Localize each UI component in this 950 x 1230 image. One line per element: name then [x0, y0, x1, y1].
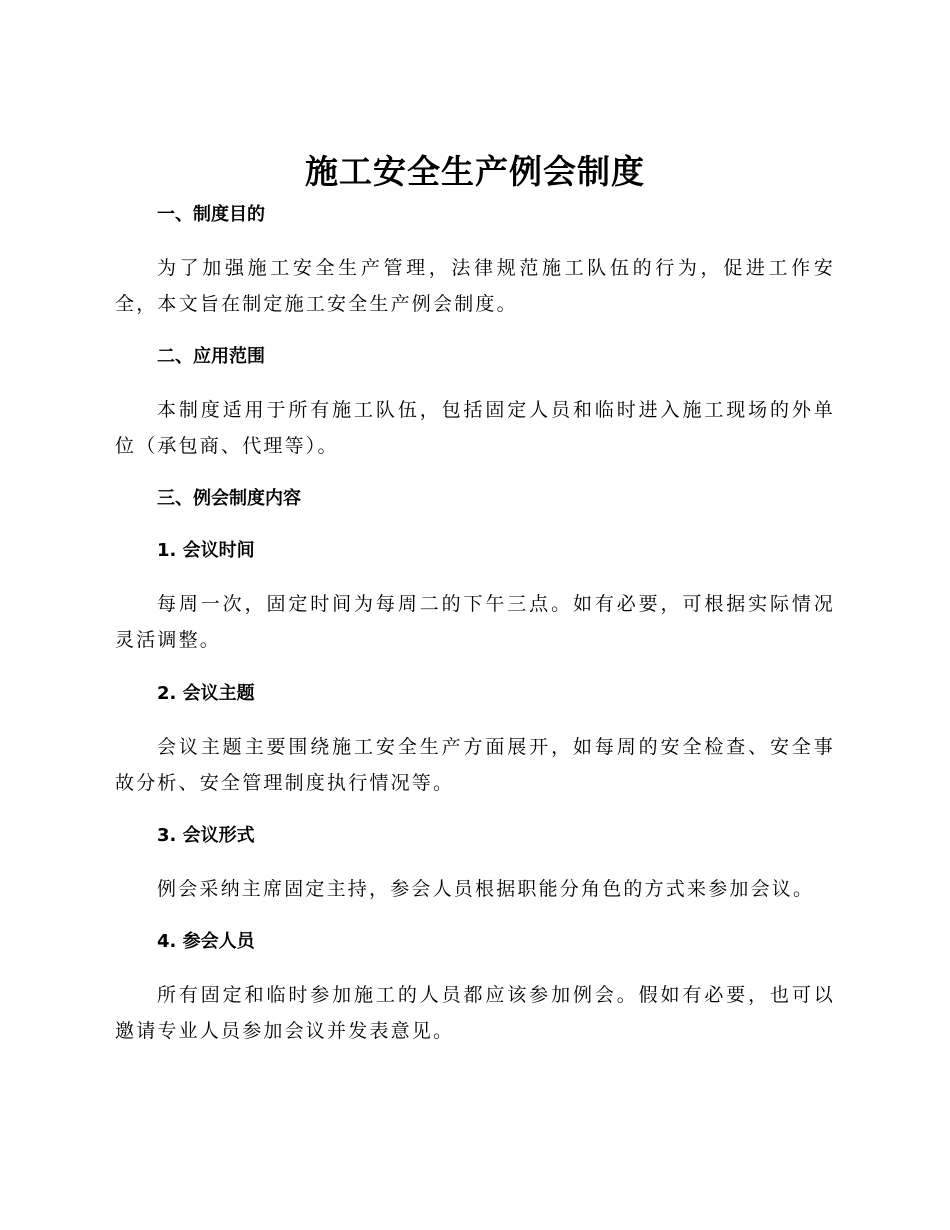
item-heading-meeting-topic: 2. 会议主题	[157, 683, 255, 704]
item-heading-meeting-time: 1. 会议时间	[157, 540, 255, 561]
section-paragraph-scope: 本制度适用于所有施工队伍，包括固定人员和临时进入施工现场的外单位（承包商、代理等）。	[115, 399, 835, 457]
item-paragraph-attendees: 所有固定和临时参加施工的人员都应该参加例会。假如有必要，也可以邀请专业人员参加会议并发表意见。	[115, 984, 835, 1042]
item-heading-attendees: 4. 参会人员	[157, 931, 255, 952]
item-heading-meeting-format: 3. 会议形式	[157, 825, 255, 846]
item-paragraph-meeting-time: 每周一次，固定时间为每周二的下午三点。如有必要，可根据实际情况灵活调整。	[115, 593, 835, 651]
item-paragraph-meeting-format: 例会采纳主席固定主持，参会人员根据职能分角色的方式来参加会议。	[157, 878, 815, 900]
document-title: 施工安全生产例会制度	[305, 152, 645, 191]
section-heading-content: 三、例会制度内容	[157, 488, 301, 509]
item-paragraph-meeting-topic: 会议主题主要围绕施工安全生产方面展开，如每周的安全检查、安全事故分析、安全管理制度执行情况等。	[115, 736, 835, 794]
section-heading-purpose: 一、制度目的	[157, 204, 265, 225]
section-paragraph-purpose: 为了加强施工安全生产管理，法律规范施工队伍的行为，促进工作安全，本文旨在制定施工安全生产例会制度。	[115, 257, 835, 315]
section-heading-scope: 二、应用范围	[157, 346, 265, 367]
